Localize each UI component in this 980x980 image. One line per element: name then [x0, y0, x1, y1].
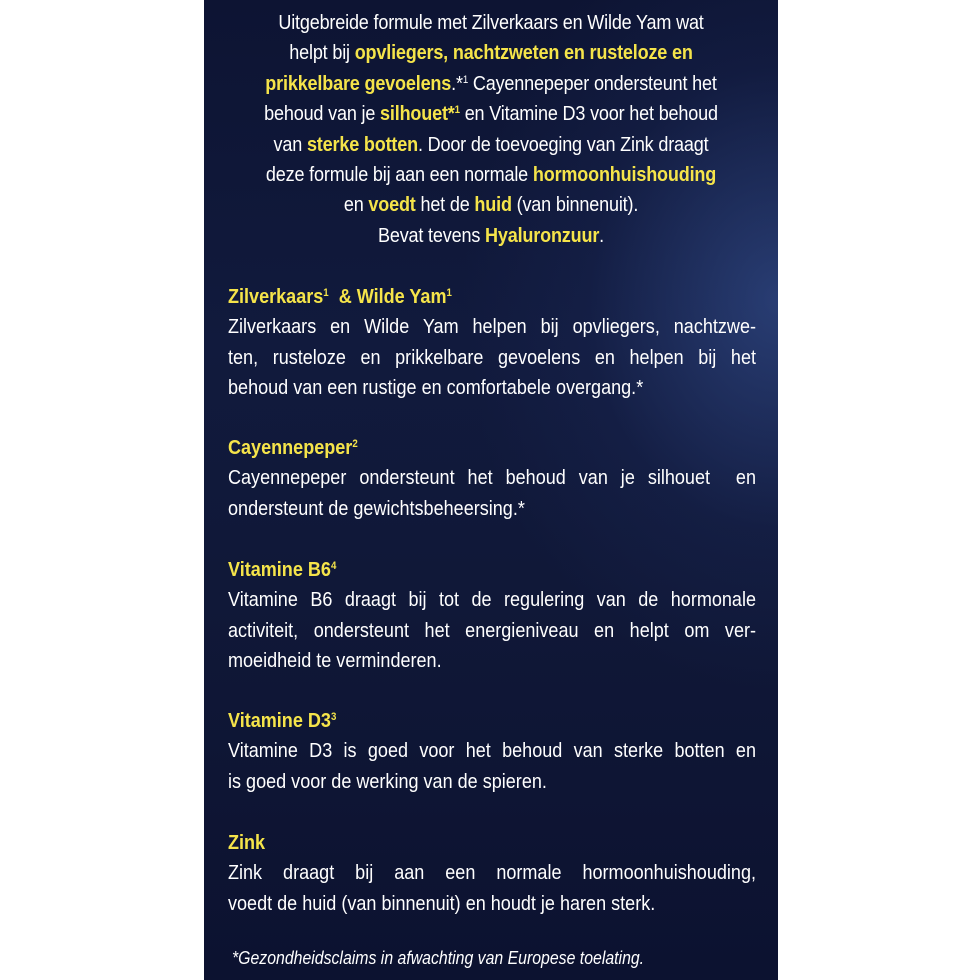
- section-line: Cayennepeper ondersteunt het behoud van je silhouet en: [228, 466, 756, 490]
- section-line: Vitamine D3 is goed voor het behoud van sterke botten en: [228, 739, 756, 763]
- section-line: Zilverkaars en Wilde Yam helpen bij opvliegers, nachtzwe-: [228, 315, 756, 339]
- intro-line-2: helpt bij opvliegers, nachtzweten en rusteloze en: [289, 41, 693, 65]
- section-zink: [228, 828, 756, 919]
- section-title-vitamine-d3: Vitamine $D3^3$: [228, 709, 337, 732]
- section-zilverkaars: [228, 282, 756, 404]
- highlight-voedt: voedt: [368, 193, 416, 217]
- intro-line-4: behoud van je silhouet*$^1$ en Vitamine D3 voor het behoud: [264, 102, 718, 126]
- intro-line-8: Bevat tevens Hyaluronzuur.: [377, 223, 605, 247]
- intro-line-5: van sterke botten. Door de toevoeging van Zink draagt: [273, 132, 709, 156]
- intro-line-6: deze formule bij aan een normale hormoonhuishouding: [265, 163, 717, 187]
- section-cayennepeper: [228, 433, 756, 524]
- section-line: ondersteunt de gewichtsbeheersing.*: [228, 496, 525, 520]
- section-title-zink: Zink: [228, 831, 266, 854]
- section-line: voedt de huid (van binnenuit) en houdt je haren sterk.: [228, 891, 656, 915]
- section-line: ten, rusteloze en prikkelbare gevoelens en helpen bij het: [228, 345, 756, 369]
- intro-line-3: prikkelbare gevoelens.*$^1$ Cayennepeper ondersteunt het: [265, 71, 717, 95]
- intro-line-1: Uitgebreide formule met Zilverkaars en Wilde Yam wat: [278, 11, 704, 34]
- highlight-symptoms: opvliegers, nachtzweten en rusteloze en: [354, 41, 693, 65]
- section-title-vitamine-b6: Vitamine $B6^4$: [228, 558, 337, 581]
- highlight-bones: sterke botten: [306, 132, 418, 156]
- section-line: moeidheid te verminderen.: [228, 649, 442, 673]
- highlight-hyaluron: Hyaluronzuur: [485, 223, 600, 247]
- health-claims-footnote: *Gezondheidsclaims in afwachting van Europese toelating.: [232, 948, 645, 968]
- section-vitamine-b6: [228, 555, 756, 677]
- section-title-zilverkaars: Zilverkaars$^1$ & Wilde Yam$^1$: [228, 285, 452, 308]
- intro-paragraph: [238, 8, 743, 251]
- product-info-panel: [204, 0, 778, 980]
- highlight-feelings: prikkelbare gevoelens: [265, 71, 452, 95]
- highlight-hormones: hormoonhuishouding: [532, 163, 717, 187]
- intro-line-7: en voedt het de huid (van binnenuit).: [343, 193, 639, 217]
- section-title-cayennepeper: Cayennepeper$^2$: [228, 436, 358, 459]
- section-line: activiteit, ondersteunt het energieniveau en helpt om ver-: [228, 618, 756, 642]
- section-line: Zink draagt bij aan een normale hormoonhuishouding,: [228, 861, 756, 885]
- section-line: Vitamine B6 draagt bij tot de regulering van de hormonale: [228, 588, 756, 612]
- section-vitamine-d3: [228, 706, 756, 797]
- section-line: is goed voor de werking van de spieren.: [228, 769, 547, 793]
- highlight-huid: huid: [474, 193, 512, 217]
- section-line: behoud van een rustige en comfortabele overgang.*: [228, 376, 644, 400]
- highlight-silhouet: silhouet*$^1$: [380, 102, 460, 126]
